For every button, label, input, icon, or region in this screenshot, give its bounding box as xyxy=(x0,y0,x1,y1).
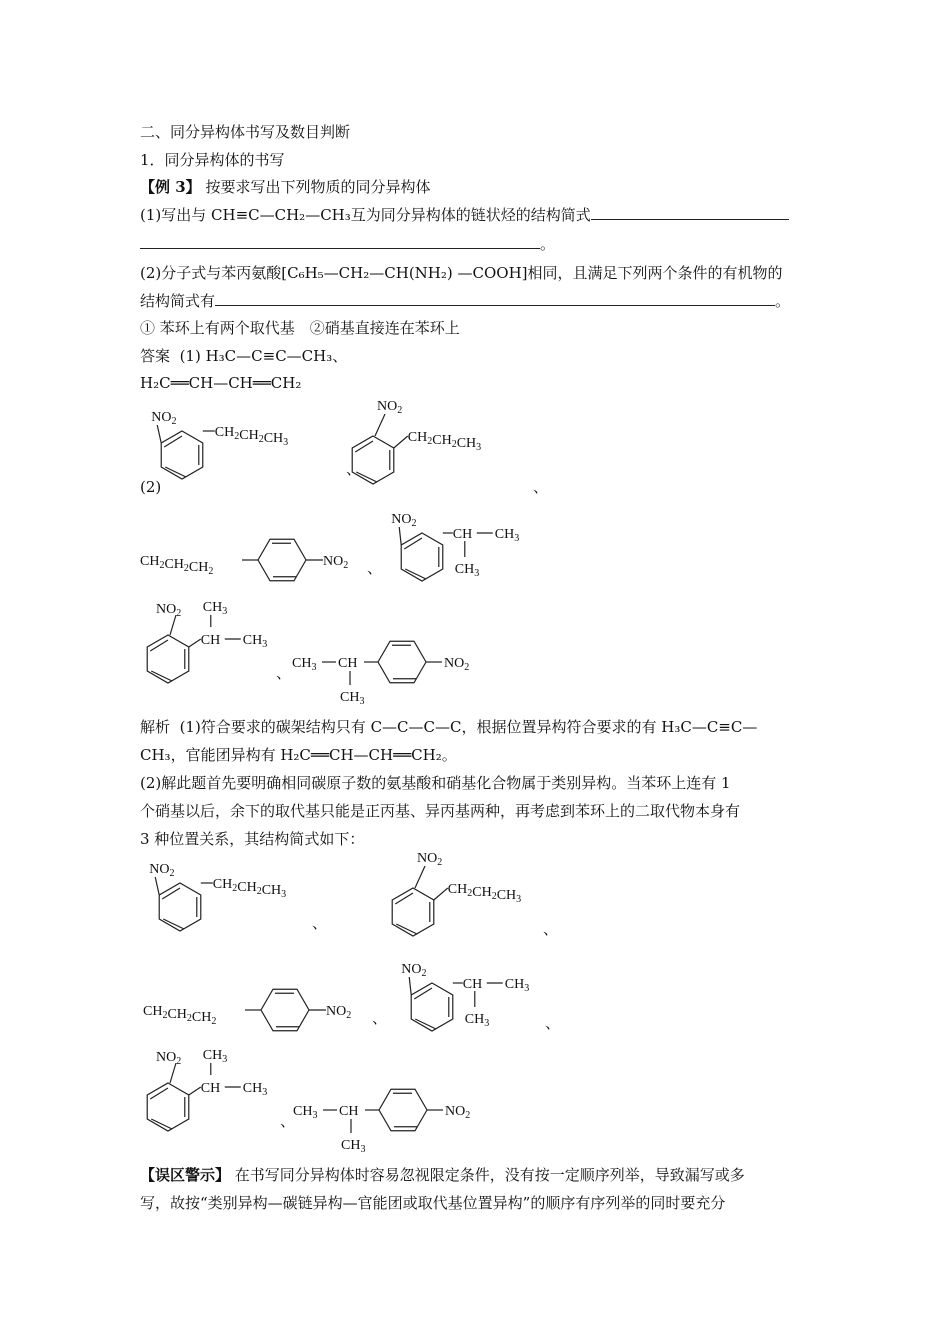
example-tag: 【例 3】 xyxy=(140,178,201,196)
analysis-p2-line1: (2)解此题首先要明确相同碳原子数的氨基酸和硝基化合物属于类别异构。当苯环上连有 1 xyxy=(140,774,731,792)
nitro-group-label: $NO_2$ xyxy=(417,851,443,868)
m-nitroisopropylbenzene-structure xyxy=(140,600,290,694)
question-1-continued xyxy=(140,234,555,254)
question-2-text2: 结构简式有 xyxy=(140,292,216,310)
analysis-p2-line2: 个硝基以后，余下的取代基只能是正丙基、异丙基两种，再考虑到苯环上的二取代物本身有 xyxy=(140,802,741,820)
analysis-p1-line2: CH₃，官能团异构有 H₂C══CH—CH══CH₂。 xyxy=(140,746,457,764)
answer-blank xyxy=(215,291,775,306)
question-1-text: (1)写出与 CH≡C—CH₂—CH₃互为同分异构体的链状烃的结构简式 xyxy=(140,206,591,224)
p-nitroisopropylbenzene-structure xyxy=(292,641,492,711)
conditions: ① 苯环上有两个取代基 ②硝基直接连在苯环上 xyxy=(140,319,460,337)
nitro-group-label: $NO_2$ xyxy=(377,399,403,416)
propyl-group-label: $CH_2CH_2CH_3$ xyxy=(212,877,287,900)
question-1 xyxy=(140,205,789,225)
nitro-group-label: $NO_2$ xyxy=(444,656,470,673)
separator-comma: 、 xyxy=(372,1009,388,1027)
methyl-label: $CH_3$ xyxy=(340,690,365,707)
warning-tag: 【误区警示】 xyxy=(140,1166,231,1184)
separator-comma: 、 xyxy=(280,1112,296,1130)
separator-comma: 、 xyxy=(346,460,362,478)
separator-comma: 、 xyxy=(545,1014,561,1032)
propyl-group-label: $CH_2CH_2CH_2$ xyxy=(143,1004,217,1027)
nitro-group-label: $NO_2$ xyxy=(445,1104,471,1121)
analysis-label: 解析 xyxy=(140,718,171,736)
methyl-label: $CH_3$ xyxy=(242,633,268,650)
methyl-label: $CH_3$ xyxy=(494,527,520,544)
warning-line-1 xyxy=(140,1165,745,1185)
ch-label: CH xyxy=(200,1081,221,1096)
propyl-group-label: $CH_2CH_2CH_3$ xyxy=(447,882,522,905)
methyl-label: $CH_3$ xyxy=(242,1081,268,1098)
methyl-label: $CH_3$ xyxy=(293,1104,318,1121)
methyl-label: $CH_3$ xyxy=(202,1048,228,1065)
propyl-group-label: $CH_2CH_2CH_2$ xyxy=(140,554,214,577)
o-nitroisopropylbenzene-structure xyxy=(402,950,552,1050)
nitro-group-label: $NO_2$ xyxy=(391,512,417,529)
section-title: 二、同分异构体书写及数目判断 xyxy=(140,123,351,141)
analysis-p2-line3: 3 种位置关系，其结构简式如下： xyxy=(140,830,365,848)
methyl-label: $CH_3$ xyxy=(341,1138,366,1155)
p-nitroisopropylbenzene-structure xyxy=(293,1089,493,1159)
question-2-end: 。 xyxy=(775,292,791,310)
p-nitropropylbenzene-structure xyxy=(143,990,383,1030)
answer-line-1 xyxy=(140,346,347,366)
subsection-title: 1．同分异构体的书写 xyxy=(140,151,285,169)
o-nitropropylbenzene-structure xyxy=(140,398,330,488)
analysis-line-1 xyxy=(140,717,757,737)
methyl-label: $CH_3$ xyxy=(464,1012,490,1029)
ch-label: CH xyxy=(338,656,358,671)
warning-line-2: 写，故按“类别异构—碳链异构—官能团或取代基位置异构”的顺序有序列举的同时要充分 xyxy=(140,1194,726,1212)
ch-label: CH xyxy=(200,633,221,648)
m-nitropropylbenzene-structure xyxy=(338,398,528,498)
nitro-group-label: $NO_2$ xyxy=(149,862,175,879)
propyl-group-label: $CH_2CH_2CH_3$ xyxy=(407,430,482,453)
question-2-continued xyxy=(140,291,790,311)
methyl-label: $CH_3$ xyxy=(454,562,480,579)
separator-comma: 、 xyxy=(312,914,328,932)
answer-label: 答案 xyxy=(140,347,171,365)
example-heading xyxy=(140,177,430,197)
ch-label: CH xyxy=(339,1104,359,1119)
methyl-label: $CH_3$ xyxy=(504,977,530,994)
answer-1-line1: (1) H₃C—C≡C—CH₃、 xyxy=(179,347,348,365)
nitro-group-label: $NO_2$ xyxy=(326,1004,352,1021)
o-nitropropylbenzene-structure xyxy=(138,850,328,940)
answer-2-label: (2) xyxy=(140,478,162,496)
nitro-group-label: $NO_2$ xyxy=(156,602,182,619)
separator-comma: 、 xyxy=(276,664,292,682)
p-nitropropylbenzene-structure xyxy=(140,540,383,580)
nitro-group-label: $NO_2$ xyxy=(151,410,177,427)
answer-1-line2: H₂C══CH—CH══CH₂ xyxy=(140,374,302,392)
separator-comma: 、 xyxy=(533,478,549,496)
methyl-label: $CH_3$ xyxy=(292,656,317,673)
propyl-group-label: $CH_2CH_2CH_3$ xyxy=(214,425,289,448)
warning-line1: 在书写同分异构体时容易忽视限定条件，没有按一定顺序列举，导致漏写或多 xyxy=(234,1166,745,1184)
answer-blank xyxy=(140,234,540,249)
ch-label: CH xyxy=(462,977,483,992)
analysis-p1-line1: (1)符合要求的碳架结构只有 C—C—C—C，根据位置异构符合要求的有 H₃C—C≡C— xyxy=(179,718,758,736)
methyl-label: $CH_3$ xyxy=(202,600,228,617)
nitro-group-label: $NO_2$ xyxy=(156,1050,182,1067)
example-prompt: 按要求写出下列物质的同分异构体 xyxy=(205,178,431,196)
question-1-end: 。 xyxy=(540,235,556,253)
m-nitropropylbenzene-structure xyxy=(378,850,568,950)
separator-comma: 、 xyxy=(543,920,559,938)
ch-label: CH xyxy=(452,527,473,542)
answer-blank xyxy=(591,205,789,220)
question-2: (2)分子式与苯丙氨酸[C₆H₅—CH₂—CH(NH₂) —COOH]相同，且满足下列两个条件的有机物的 xyxy=(140,264,783,282)
o-nitroisopropylbenzene-structure xyxy=(392,500,542,600)
m-nitroisopropylbenzene-structure xyxy=(140,1048,290,1142)
separator-comma: 、 xyxy=(367,559,383,577)
nitro-group-label: $NO_2$ xyxy=(401,962,427,979)
nitro-group-label: $NO_2$ xyxy=(323,554,349,571)
